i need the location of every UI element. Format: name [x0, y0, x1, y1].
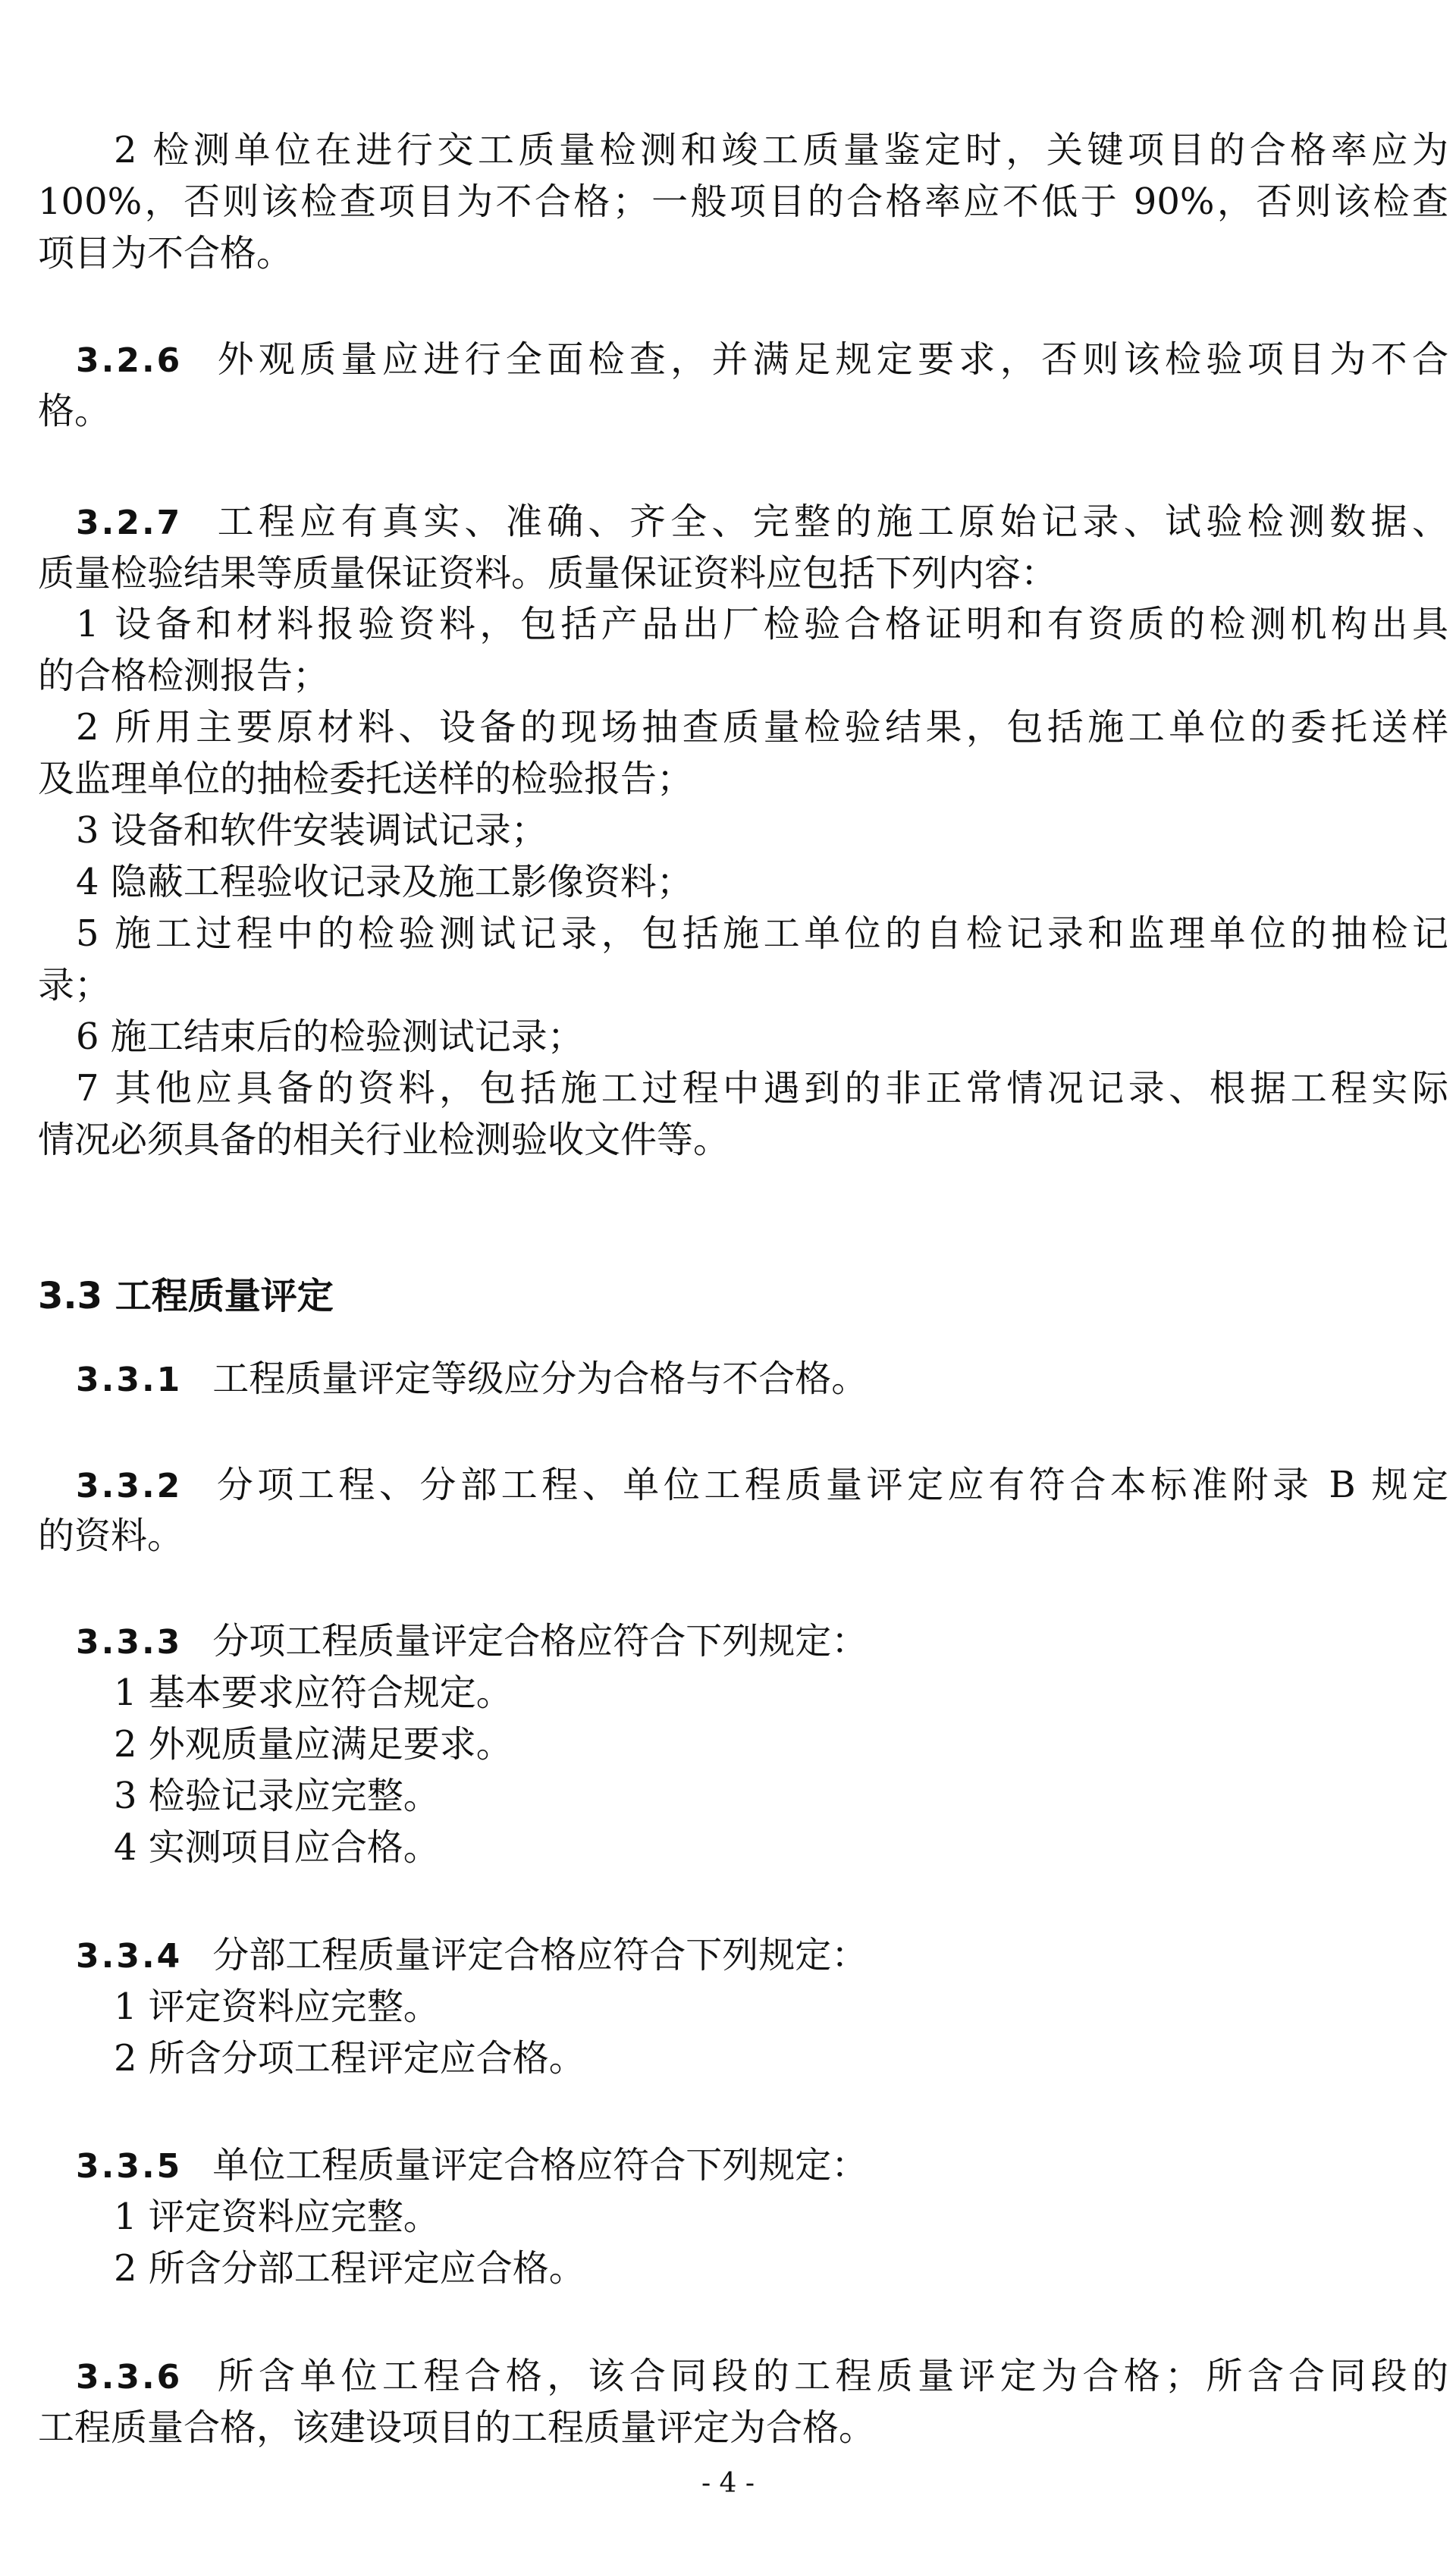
list-item: 1 基本要求应符合规定。 [114, 1672, 513, 1714]
para-item-2-line-3: 项目为不合格。 [38, 232, 293, 275]
clause-3-2-7 [76, 498, 1448, 548]
list-item: 2 所含分部工程评定应合格。 [114, 2247, 585, 2290]
list-item-cont: 录； [38, 964, 111, 1006]
list-item: 2 所含分项工程评定应合格。 [114, 2037, 585, 2080]
clause-number: 3.3.4 [76, 1937, 183, 1976]
clause-3-3-5 [76, 2141, 1448, 2191]
clause-text: 单位工程质量评定合格应符合下列规定： [212, 2144, 868, 2186]
clause-3-3-6-line-2: 工程质量合格，该建设项目的工程质量评定为合格。 [38, 2406, 876, 2449]
clause-text: 外观质量应进行全面检查，并满足规定要求，否则该检验项目为不合 [212, 338, 1448, 381]
clause-3-3-6 [76, 2352, 1448, 2402]
clause-number: 3.3.3 [76, 1623, 183, 1662]
list-item-cont: 及监理单位的抽检委托送样的检验报告； [38, 758, 694, 800]
clause-text: 分项工程质量评定合格应符合下列规定： [212, 1620, 868, 1662]
list-item: 1 评定资料应完整。 [114, 2196, 440, 2238]
section-heading: 3.3 工程质量评定 [38, 1275, 334, 1317]
list-item: 3 检验记录应完整。 [114, 1775, 440, 1817]
clause-number: 3.3.6 [76, 2358, 183, 2397]
clause-3-3-1 [76, 1355, 1448, 1405]
clause-3-2-7-line: 质量检验结果等质量保证资料。质量保证资料应包括下列内容： [38, 552, 1058, 595]
para-item-2-line-2: 100%，否则该检查项目为不合格；一般项目的合格率应不低于 90%，否则该检查 [38, 181, 1448, 223]
list-item: 6 施工结束后的检验测试记录； [76, 1016, 584, 1058]
clause-text: 工程质量评定等级应分为合格与不合格。 [212, 1358, 868, 1400]
clause-3-3-3 [76, 1617, 1448, 1667]
list-item: 2 所用主要原材料、设备的现场抽查质量检验结果，包括施工单位的委托送样 [76, 706, 1448, 749]
clause-number: 3.2.7 [76, 504, 183, 542]
list-item: 2 外观质量应满足要求。 [114, 1723, 513, 1766]
clause-text: 分项工程、分部工程、单位工程质量评定应有符合本标准附录 B 规定 [212, 1464, 1448, 1506]
clause-3-3-2-line-2: 的资料。 [38, 1515, 184, 1557]
list-item: 1 评定资料应完整。 [114, 1986, 440, 2028]
list-item: 3 设备和软件安装调试记录； [76, 809, 548, 852]
list-item-cont: 情况必须具备的相关行业检测验收文件等。 [38, 1119, 730, 1161]
clause-number: 3.3.5 [76, 2147, 183, 2186]
clause-text: 分部工程质量评定合格应符合下列规定： [212, 1934, 868, 1976]
clause-3-3-4 [76, 1931, 1448, 1981]
clause-text: 所含单位工程合格，该合同段的工程质量评定为合格；所含合同段的 [212, 2355, 1448, 2397]
list-item-cont: 的合格检测报告； [38, 655, 330, 697]
clause-number: 3.2.6 [76, 341, 183, 380]
list-item: 4 隐蔽工程验收记录及施工影像资料； [76, 861, 693, 903]
page-number: - 4 - [701, 2468, 755, 2499]
list-item: 7 其他应具备的资料，包括施工过程中遇到的非正常情况记录、根据工程实际 [76, 1067, 1448, 1110]
clause-number: 3.3.2 [76, 1467, 183, 1505]
list-item: 1 设备和材料报验资料，包括产品出厂检验合格证明和有资质的检测机构出具 [76, 603, 1448, 645]
list-item: 5 施工过程中的检验测试记录，包括施工单位的自检记录和监理单位的抽检记 [76, 912, 1448, 955]
list-item: 4 实测项目应合格。 [114, 1826, 440, 1869]
clause-text: 工程应有真实、准确、齐全、完整的施工原始记录、试验检测数据、 [212, 501, 1448, 543]
clause-number: 3.3.1 [76, 1361, 183, 1399]
clause-3-2-6-line-2: 格。 [38, 390, 111, 432]
clause-3-3-2 [76, 1461, 1448, 1511]
para-item-2-line-1: 2 检测单位在进行交工质量检测和竣工质量鉴定时，关键项目的合格率应为 [114, 129, 1448, 171]
clause-3-2-6 [76, 335, 1448, 385]
